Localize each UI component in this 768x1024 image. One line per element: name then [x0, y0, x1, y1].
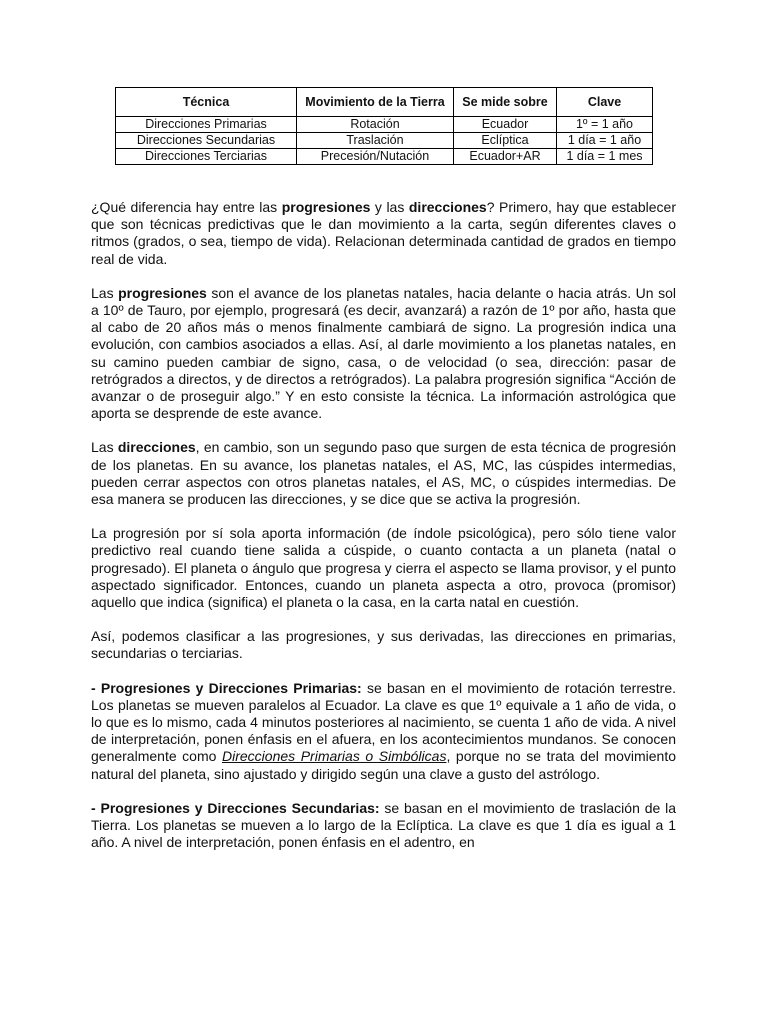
table-cell: Precesión/Nutación: [297, 149, 454, 165]
bold-term-direcciones: direcciones: [408, 199, 487, 215]
header-clave: Clave: [557, 88, 653, 117]
table-cell: Rotación: [297, 117, 454, 133]
paragraph-primarias: [91, 680, 676, 783]
body-text: [91, 199, 676, 869]
header-se-mide: Se mide sobre: [454, 88, 557, 117]
techniques-table: [115, 87, 653, 165]
table-row: [116, 149, 653, 165]
direcciones-primarias-link[interactable]: Direcciones Primarias o Simbólicas: [222, 748, 447, 765]
table-cell: Direcciones Primarias: [116, 117, 297, 133]
bold-heading-secundarias: - Progresiones y Direcciones Secundarias:: [91, 799, 380, 816]
bold-term-progresiones: progresiones: [118, 284, 207, 301]
table-row: [116, 117, 653, 133]
paragraph-secundarias: [91, 800, 676, 852]
paragraph-progresion-predictiva: La progresión por sí sola aporta información (de índole psicológica), pero sólo tiene valor predictivo real cuando tiene salida a cúspide, o cuanto contacta a un planeta (natal o progresado). El planeta o ángulo que progresa y cierra el aspecto se llama provisor, y el punto aspectado significador. Entonces, cuando un planeta aspecta a otro, provoca (promisor) aquello que indica (significa) el planeta o la casa, en la carta natal en cuestión.: [91, 525, 676, 611]
table-cell: Ecuador+AR: [454, 149, 557, 165]
paragraph-clasificacion: Así, podemos clasificar a las progresiones, y sus derivadas, las direcciones en primarias, secundarias o terciarias.: [91, 628, 676, 662]
table-cell: Direcciones Terciarias: [116, 149, 297, 165]
text-span: son el avance de los planetas natales, hacia delante o hacia atrás. Un sol a 10º de Tauro, por ejemplo, progresará (es decir, avanzará) a razón de 1º por año, hasta que al cabo de 20 años más o menos finalmente cambiará de signo. La progresión indica una evolución, con cambios asociados a ellas. Así, al darle movimiento a los planetas natales, en su camino pueden cambiar de signo, casa, o de velocidad (o sea, dirección: pasar de retrógrados a directos, y de directos a retrógrados). La palabra progresión significa “Acción de avanzar o de proseguir algo.” Y en esto consiste la técnica. La información astrológica que aporta se desprende de este avance.: [91, 284, 676, 422]
table-row: [116, 133, 653, 149]
header-tecnica: Técnica: [116, 88, 297, 117]
table-header-row: [116, 88, 653, 117]
text-span: Las: [91, 439, 118, 456]
table-cell: Traslación: [297, 133, 454, 149]
text-span: ¿Qué diferencia hay entre las: [91, 199, 282, 215]
text-span: se basan en el movimiento de rotación terrestre. Los planetas se mueven paralelos al Ecuador. La clave es que 1º equivale a 1 año de vida, o lo que es lo mismo, cada 4 minutos posteriores al nacimiento, se cuenta 1 año de vida. A nivel de interpretación, ponen énfasis en el afuera, en los acontecimientos mundanos. Se conocen generalmente como: [91, 679, 676, 765]
text-span: se basan en el movimiento de traslación de la Tierra. Los planetas se mueven a lo largo de la Eclíptica. La clave es que 1 día es igual a 1 año. A nivel de interpretación, ponen énfasis en el adentro, en: [91, 799, 676, 851]
bold-heading-primarias: - Progresiones y Direcciones Primarias:: [91, 679, 362, 696]
paragraph-diferencia: [91, 199, 676, 268]
table-cell: 1 día = 1 año: [557, 133, 653, 149]
bold-term-direcciones: direcciones: [117, 439, 196, 456]
table-cell: 1 día = 1 mes: [557, 149, 653, 165]
paragraph-progresiones: [91, 285, 676, 423]
text-span: ? Primero, hay que establecer que son técnicas predictivas que le dan movimiento a la carta, según diferentes claves o ritmos (grados, o sea, tiempo de vida). Relacionan determinada cantidad de grados en tiempo real de vida.: [91, 199, 676, 267]
table-cell: 1º = 1 año: [557, 117, 653, 133]
header-movimiento: Movimiento de la Tierra: [297, 88, 454, 117]
text-span: y las: [370, 199, 409, 215]
paragraph-direcciones: [91, 439, 676, 508]
text-span: Las: [91, 284, 119, 301]
table-cell: Eclíptica: [454, 133, 557, 149]
table-cell: Direcciones Secundarias: [116, 133, 297, 149]
table-cell: Ecuador: [454, 117, 557, 133]
text-span: , en cambio, son un segundo paso que surgen de esta técnica de progresión de los planetas. En su avance, los planetas natales, el AS, MC, las cúspides intermedias, pueden cerrar aspectos con otros planetas natales, el AS, MC, o cúspides intermedias. De esa manera se producen las direcciones, y se dice que se activa la progresión.: [91, 439, 676, 508]
bold-term-progresiones: progresiones: [281, 199, 371, 215]
text-span: , porque no se trata del movimiento natural del planeta, sino ajustado y dirigido según una clave a gusto del astrólogo.: [91, 748, 676, 782]
